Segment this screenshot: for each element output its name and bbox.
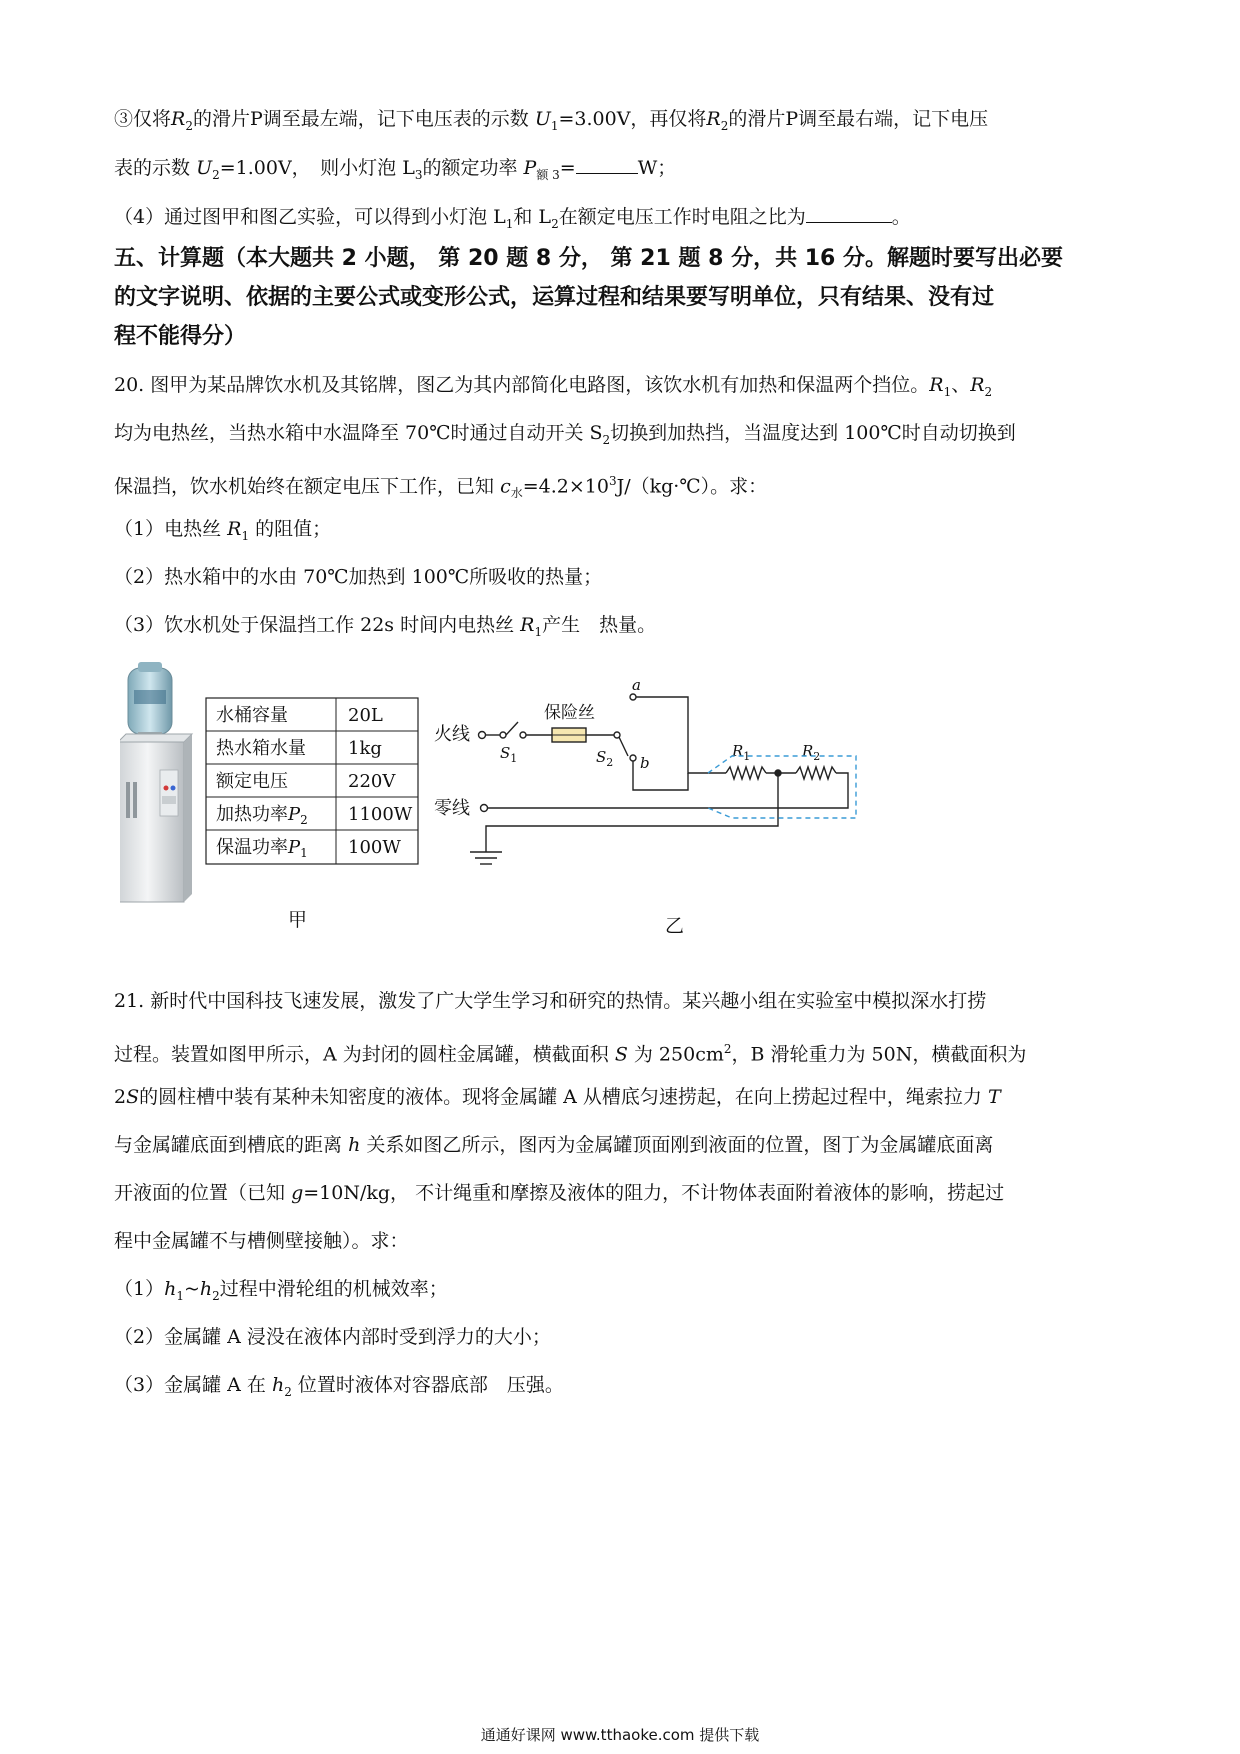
switch-s1 [506, 722, 518, 735]
neutral-wire-label: 零线 [434, 798, 470, 819]
q21-part2: （2）金属罐 A 浸没在液体内部时受到浮力的大小； [114, 1326, 551, 1348]
page-footer: 通通好课网 www.tthaoke.com 提供下载 [480, 1726, 760, 1744]
resistor-r1 [726, 767, 766, 779]
table-key-3: 加热功率$P_2$ [216, 804, 308, 827]
q20-part3: （3）饮水机处于保温挡工作 22s 时间内电热丝 $R_1$产生 热量。 [114, 614, 657, 639]
water-dispenser-illustration [120, 662, 192, 902]
resistor-r2 [796, 767, 836, 779]
s1-label: $S_1$ [500, 744, 518, 765]
q21-part3: （3）金属罐 A 在 $h_2$ 位置时液体对容器底部 压强。 [114, 1374, 564, 1399]
table-value-2: 220V [348, 771, 396, 792]
dashed-outline [708, 756, 856, 818]
q21-line5: 开液面的位置（已知 g=10N/kg， 不计绳重和摩擦及液体的阻力，不计物体表面附着液体的影响，捞起过 [114, 1182, 1005, 1204]
caption-jia: 甲 [288, 909, 308, 931]
table-key-4: 保温功率$P_1$ [216, 837, 308, 860]
table-value-1: 1kg [348, 738, 382, 759]
table-value-4: 100W [348, 837, 401, 858]
r2-label: $R_2$ [802, 742, 821, 763]
caption-yi: 乙 [665, 915, 685, 937]
q21-line2: 过程。装置如图甲所示，A 为封闭的圆柱金属罐，横截面积 S 为 $250cm^2$，B 滑轮重力为 50N，横截面积为 [114, 1042, 1027, 1066]
section5-heading-line2: 的文字说明、依据的主要公式或变形公式，运算过程和结果要写明单位，只有结果、没有过 [114, 285, 995, 310]
q19-step4: （4）通过图甲和图乙实验，可以得到小灯泡 $L_1$和 $L_2$在额定电压工作时电阻之比为 。 [114, 206, 911, 231]
table-key-1: 热水箱水量 [216, 738, 306, 759]
q20-figure [120, 660, 980, 970]
q19-step3-line2: 表的示数 $U_2=1.00V$， 则小灯泡 $L_3$的额定功率 $P_{额 3}= W$； [114, 157, 677, 182]
terminal-b-label: b [640, 754, 650, 772]
section5-heading-line1: 五、计算题（本大题共 2 小题， 第 20 题 8 分， 第 21 题 8 分，共 16 分。解题时要写出必要 [114, 246, 1063, 271]
q21-line4: 与金属罐底面到槽底的距离 h 关系如图乙所示，图丙为金属罐顶面刚到液面的位置，图丁为金属罐底面离 [114, 1134, 994, 1156]
q19-step3-line1: ③仅将$R_2$的滑片P调至最左端，记下电压表的示数 $U_1=3.00V$，再仅将$R_2$的滑片P调至最右端，记下电压 [114, 108, 989, 133]
r1-label: $R_1$ [732, 742, 751, 763]
q20-line3: 保温挡，饮水机始终在额定电压下工作，已知 $c_水=4.2\times 10^3J/(kg\cdot℃)$。求： [114, 474, 768, 501]
fuse-label: 保险丝 [544, 703, 595, 723]
q21-line3: 2S的圆柱槽中装有某种未知密度的液体。现将金属罐 A 从槽底匀速捞起，在向上捞起过程中，绳索拉力 T [114, 1086, 1001, 1108]
q21-line1: 21. 新时代中国科技飞速发展，激发了广大学生学习和研究的热情。某兴趣小组在实验室中模拟深水打捞 [114, 990, 987, 1012]
q20-part1: （1）电热丝 $R_1$ 的阻值； [114, 518, 332, 543]
q21-line6: 程中金属罐不与槽侧壁接触）。求： [114, 1230, 409, 1252]
terminal-a-label: a [632, 676, 641, 694]
table-value-3: 1100W [348, 804, 413, 825]
nameplate-table [206, 698, 418, 864]
answer-blank [806, 204, 892, 223]
table-key-0: 水桶容量 [216, 705, 288, 726]
section5-heading-line3: 程不能得分） [114, 324, 247, 349]
switch-s2 [619, 737, 628, 756]
q21-part1: $(1)h_1\sim h_2$过程中滑轮组的机械效率； [114, 1278, 448, 1303]
s2-label: $S_2$ [596, 748, 614, 769]
answer-blank [576, 155, 638, 174]
table-value-0: 20L [348, 705, 383, 726]
q20-line1: 20. 图甲为某品牌饮水机及其铭牌，图乙为其内部简化电路图，该饮水机有加热和保温两个挡位。$R_1$、$R_2$ [114, 374, 993, 399]
table-key-2: 额定电压 [216, 771, 288, 792]
q20-part2: （2）热水箱中的水由 70℃加热到 100℃所吸收的热量； [114, 566, 603, 588]
live-wire-label: 火线 [434, 724, 470, 745]
circuit-diagram [434, 676, 856, 864]
q20-line2: 均为电热丝，当热水箱中水温降至 70℃时通过自动开关 $S_2$切换到加热挡，当温度达到 100℃时自动切换到 [114, 422, 1016, 447]
